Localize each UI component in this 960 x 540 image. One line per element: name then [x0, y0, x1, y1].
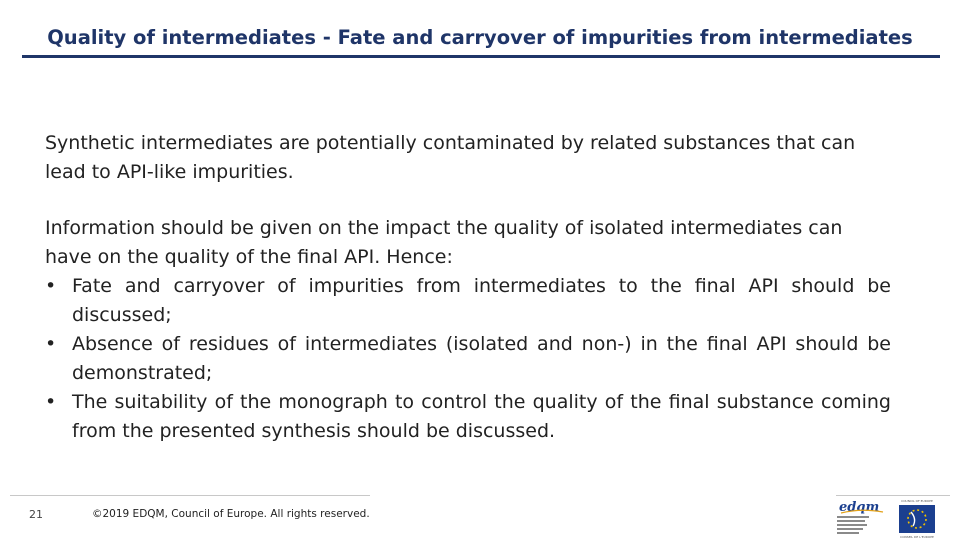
- coe-logo-bottom-text: CONSEIL DE L'EUROPE: [900, 535, 934, 539]
- bullet-list: [45, 272, 891, 446]
- paragraph-information: Information should be given on the impact the quality of isolated intermediates can have on the quality of the final API. Hence:: [45, 217, 843, 268]
- list-item-text: Absence of residues of intermediates (isolated and non-) in the final API should be demonstrated;: [72, 333, 891, 384]
- footer-divider-right: [836, 495, 950, 496]
- copyright-notice: ©2019 EDQM, Council of Europe. All rights reserved.: [92, 508, 370, 520]
- list-item: [45, 272, 891, 330]
- slide-body: [45, 129, 891, 446]
- list-item-text: Fate and carryover of impurities from intermediates to the final API should be discussed;: [72, 275, 891, 326]
- bullet-icon: •: [45, 333, 57, 355]
- slide-title: Quality of intermediates - Fate and carryover of impurities from intermediates: [47, 26, 913, 49]
- coe-logo-top-text: COUNCIL OF EUROPE: [901, 499, 933, 503]
- title-underline: [22, 55, 940, 58]
- list-item: [45, 388, 891, 446]
- coe-flag-icon: [899, 505, 935, 533]
- page-number: 21: [29, 508, 43, 521]
- edqm-logo: [833, 498, 891, 538]
- edqm-logo-text: edqm: [839, 500, 880, 515]
- council-of-europe-logo: [893, 498, 941, 540]
- list-item-text: The suitability of the monograph to control the quality of the final substance coming from the presented synthesis should be discussed.: [72, 391, 891, 442]
- list-item: [45, 330, 891, 388]
- bullet-icon: •: [45, 391, 57, 413]
- footer-divider: [10, 495, 370, 496]
- paragraph-intro: Synthetic intermediates are potentially contaminated by related substances that can lead to API-like impurities.: [45, 132, 856, 183]
- bullet-icon: •: [45, 275, 57, 297]
